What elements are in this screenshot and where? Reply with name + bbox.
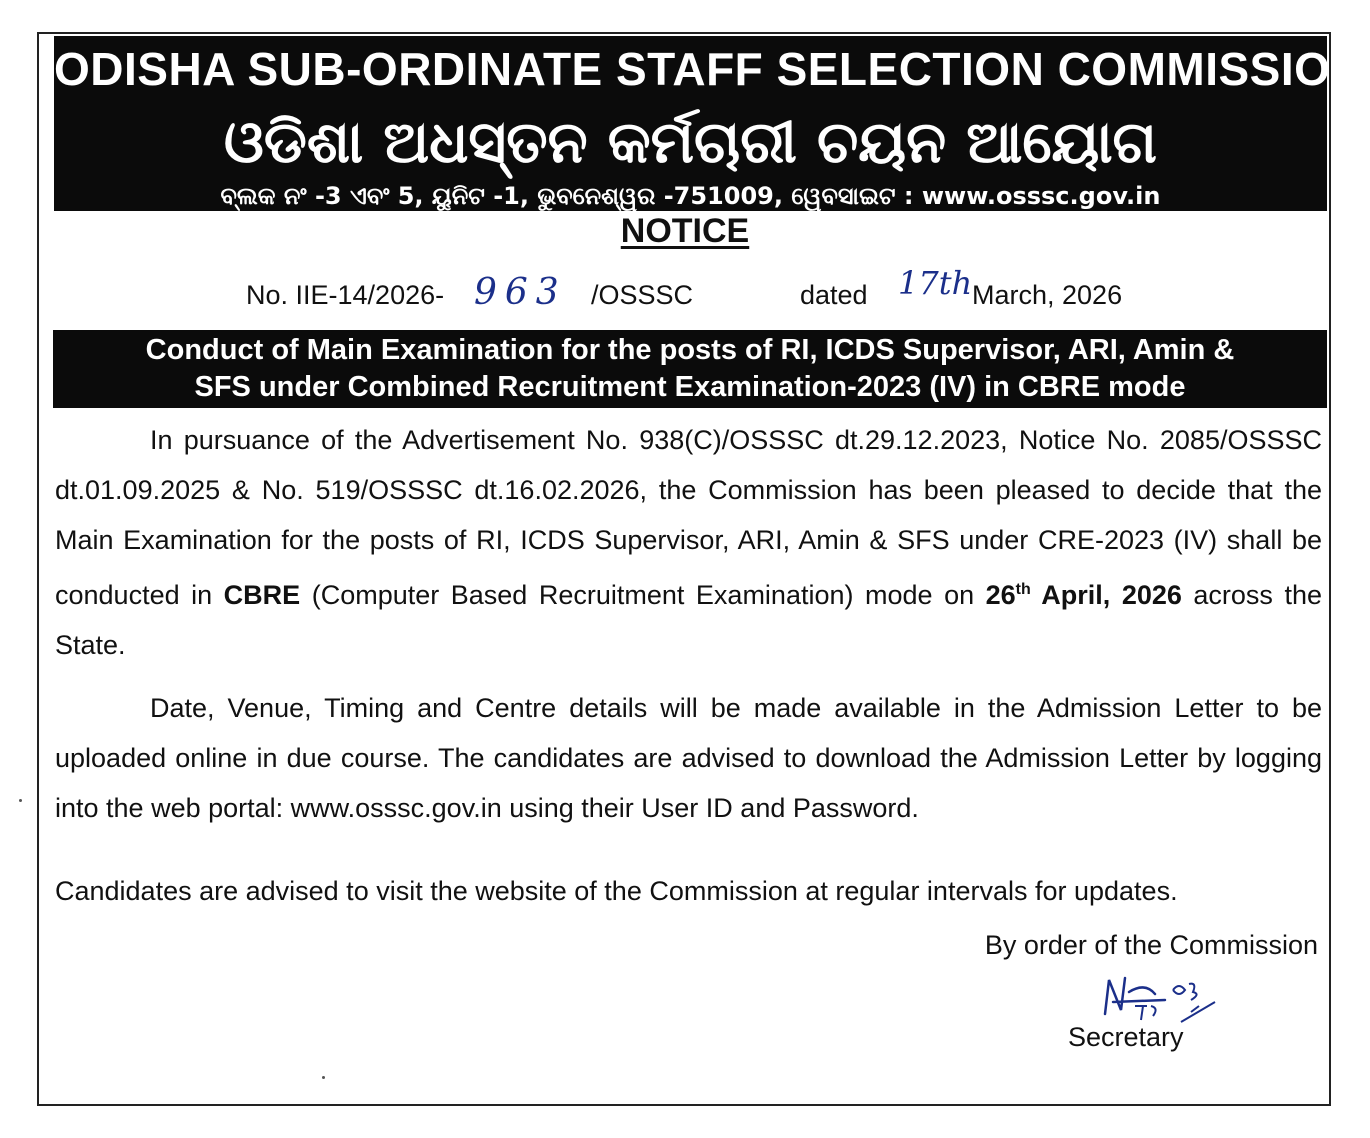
by-order-line: By order of the Commission	[984, 930, 1318, 960]
p1-text-b: (Computer Based Recruitment Examination) mode on	[300, 580, 986, 610]
p1-bold-sup: th	[1015, 581, 1031, 598]
p2-text: Date, Venue, Timing and Centre details will be made available in the Admission Letter to be uploaded online in due course. The candidates are advised to download the Admission Letter by logging into the web portal: www.osssc.gov.in using their User ID and Password.	[55, 693, 1322, 823]
paragraph-1	[55, 415, 1322, 670]
subject-line-1: Conduct of Main Examination for the posts of RI, ICDS Supervisor, ARI, Amin &	[145, 334, 1235, 366]
secretary-designation: Secretary	[1068, 1022, 1184, 1052]
letterhead	[54, 36, 1365, 211]
subject-line-2: SFS under Combined Recruitment Examination-2023 (IV) in CBRE mode	[194, 371, 1186, 403]
subject-banner	[53, 330, 1327, 408]
notice-heading-text: NOTICE	[620, 212, 750, 250]
ref-prefix: No. IIE-14/2026-	[246, 280, 445, 310]
ref-handwritten-number: 963	[474, 272, 567, 313]
p1-bold-date: April, 2026	[1030, 580, 1182, 610]
p1-text-a: In pursuance of the Advertisement No. 938(C)/OSSSC dt.29.12.2023, Notice No. 2085/OSSSC dt.01.09.2025 & No. 519/OSSSC dt.16.02.2026, the Commission has been pleased to decide that the Main Examination for the posts of RI, ICDS Supervisor, ARI, Amin & SFS under CRE-2023 (IV) shall be conducted in	[55, 425, 1322, 610]
commission-address: ବ୍ଲକ ନଂ -3 ଏବଂ 5, ୟୁନିଟ -1, ଭୁବନେଶ୍ୱର -751009, ୱେବସାଇଟ : www.osssc.gov.in	[220, 182, 1161, 210]
p1-bold-day: 26	[985, 580, 1016, 610]
paragraph-2	[55, 683, 1322, 833]
commission-name-odia: ଓଡିଶା ଅଧସ୍ତନ କର୍ମଚାରୀ ଚୟନ ଆୟୋଗ	[223, 108, 1158, 176]
notice-heading	[0, 212, 1370, 251]
date-handwritten-day: 17th	[898, 264, 973, 302]
paragraph-3: Candidates are advised to visit the website of the Commission at regular intervals for updates.	[55, 876, 1178, 906]
dated-label: dated	[800, 280, 868, 310]
p1-bold-cbre: CBRE	[223, 580, 301, 610]
scan-speck	[19, 799, 22, 802]
commission-name-english: ODISHA SUB-ORDINATE STAFF SELECTION COMMISSION	[54, 43, 1365, 95]
scan-speck	[322, 1076, 325, 1079]
date-month-year: March, 2026	[972, 280, 1123, 310]
p1-text-c: across the State.	[55, 580, 1322, 660]
ref-suffix: /OSSSC	[591, 280, 694, 310]
